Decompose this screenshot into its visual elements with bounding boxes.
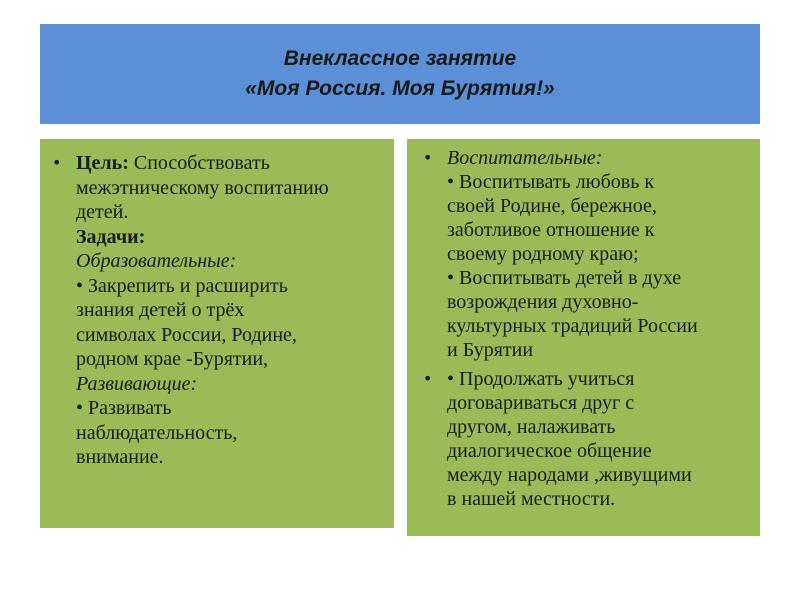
- developmental-text-1: • Развивать: [76, 397, 172, 419]
- upbringing-text-8: и Бурятии: [447, 339, 534, 361]
- upbringing-text-2: своей Родине, бережное,: [447, 195, 657, 217]
- upbringing-text-3: заботливое отношение к: [447, 219, 655, 241]
- goal-text-3: детей.: [76, 201, 129, 223]
- educational-label: Образовательные:: [76, 250, 237, 272]
- upbringing-text-5: • Воспитывать детей в духе: [447, 267, 682, 289]
- communication-text-5: между народами ,живущими: [447, 464, 692, 486]
- upbringing-bullet-item-1: [423, 146, 754, 362]
- developmental-text-3: внимание.: [76, 446, 164, 468]
- upbringing-text-4: своему родному краю;: [447, 243, 639, 265]
- upbringing-bullet-item-2: [423, 367, 754, 511]
- bullet-icon: •: [423, 369, 433, 388]
- communication-text-1: • Продолжать учиться: [447, 368, 635, 390]
- title-line-1: Внеклассное занятие: [283, 47, 517, 70]
- upbringing-label: Воспитательные:: [447, 147, 603, 169]
- educational-text-4: родном крае -Бурятии,: [76, 348, 269, 370]
- bullet-icon: •: [423, 148, 433, 167]
- goals-panel: [40, 139, 394, 528]
- communication-text-6: в нашей местности.: [447, 488, 616, 510]
- upbringing-text-1: • Воспитывать любовь к: [447, 171, 655, 193]
- communication-text-4: диалогическое общение: [447, 440, 652, 462]
- goal-label: Цель:: [76, 152, 129, 174]
- educational-text-1: • Закрепить и расширить: [76, 274, 288, 297]
- educational-text-3: символах России, Родине,: [76, 323, 297, 346]
- educational-text-2: знания детей о трёх: [76, 299, 245, 321]
- tasks-label: Задачи:: [76, 225, 146, 248]
- title-banner: [40, 24, 760, 124]
- developmental-label: Развивающие:: [76, 372, 198, 395]
- goals-bullet-item: [52, 151, 388, 470]
- communication-text-2: договариваться друг с: [447, 392, 635, 414]
- bullet-icon: •: [52, 153, 62, 172]
- title-line-2: «Моя Россия. Моя Бурятия!»: [245, 77, 555, 100]
- goal-text-2: межэтническому воспитанию: [76, 176, 329, 199]
- communication-text-3: другом, налаживать: [447, 416, 616, 438]
- goal-text-1: Способствовать: [128, 152, 270, 174]
- upbringing-text-6: возрождения духовно-: [447, 291, 639, 313]
- upbringing-panel: [407, 139, 760, 536]
- goal-line: [76, 151, 388, 176]
- upbringing-text-7: культурных традиций России: [447, 315, 698, 337]
- developmental-text-2: наблюдательность,: [76, 421, 238, 444]
